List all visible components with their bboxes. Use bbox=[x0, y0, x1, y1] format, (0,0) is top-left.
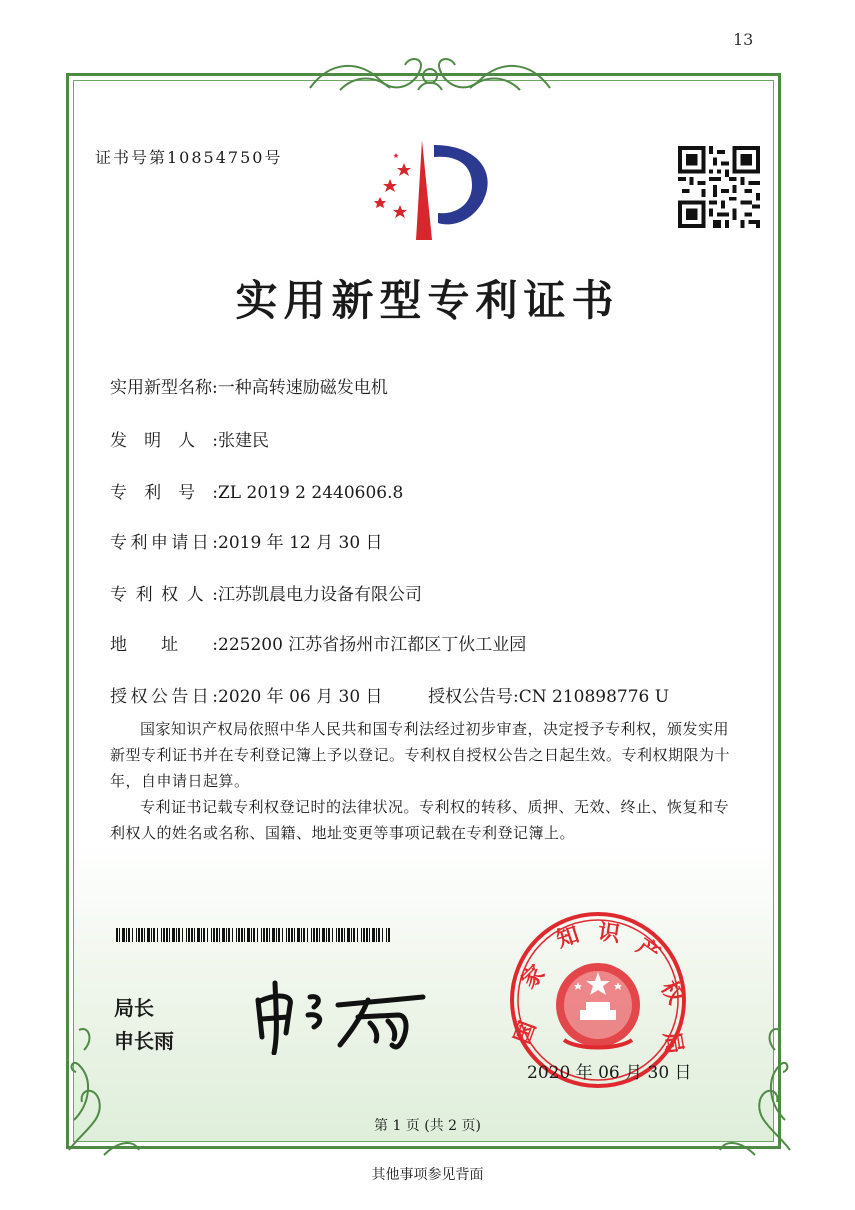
barcode-bar bbox=[147, 928, 150, 942]
svg-text:国: 国 bbox=[510, 1018, 542, 1048]
barcode-bar bbox=[128, 928, 130, 942]
barcode-bar bbox=[388, 928, 390, 942]
barcode-bar bbox=[353, 928, 355, 942]
field-row-announcement-number bbox=[428, 682, 669, 707]
barcode-bar bbox=[238, 928, 240, 942]
barcode-bar bbox=[322, 928, 325, 942]
cnipa-logo-icon bbox=[360, 135, 500, 245]
barcode-bar bbox=[357, 928, 358, 942]
barcode-bar bbox=[336, 928, 337, 942]
field-label: 发明人: bbox=[110, 431, 218, 451]
barcode-bar bbox=[219, 928, 220, 942]
field-value: 张建民 bbox=[218, 431, 269, 451]
barcode-bar bbox=[166, 928, 168, 942]
barcode-bar bbox=[136, 928, 137, 942]
page-footer: 第 1 页 (共 2 页) bbox=[374, 1118, 481, 1134]
svg-text:局: 局 bbox=[658, 1029, 687, 1056]
barcode-bar bbox=[366, 928, 368, 942]
field-label: 授权公告日: bbox=[110, 687, 218, 707]
field-value: 2020 年 06 月 30 日 bbox=[218, 687, 383, 707]
page-number: 13 bbox=[733, 30, 754, 49]
qr-code-icon bbox=[678, 146, 760, 228]
director-name: 申长雨 bbox=[114, 1029, 174, 1053]
barcode-bar bbox=[313, 928, 315, 942]
field-label: 地址: bbox=[110, 635, 218, 655]
barcode-bar bbox=[376, 928, 377, 942]
barcode-bar bbox=[116, 928, 118, 942]
barcode-bar bbox=[186, 928, 187, 942]
field-row-grant-date bbox=[110, 682, 383, 707]
field-label: 实用新型名称: bbox=[110, 378, 218, 398]
barcode-bar bbox=[319, 928, 320, 942]
field-label: 专利权人: bbox=[110, 585, 218, 605]
back-note: 其他事项参见背面 bbox=[371, 1167, 484, 1183]
barcode-bar bbox=[301, 928, 302, 942]
barcode-bar bbox=[222, 928, 225, 942]
svg-text:知: 知 bbox=[553, 922, 583, 954]
barcode-bar bbox=[276, 928, 277, 942]
barcode-bar bbox=[263, 928, 265, 942]
svg-text:家: 家 bbox=[516, 960, 551, 995]
barcode-bar bbox=[332, 928, 333, 942]
field-row-patentee bbox=[110, 580, 422, 605]
field-row-address bbox=[110, 630, 526, 655]
barcode-bar bbox=[178, 928, 180, 942]
field-value: CN 210898776 U bbox=[518, 687, 670, 707]
barcode-bar bbox=[382, 928, 383, 942]
barcode-bar bbox=[286, 928, 287, 942]
barcode-bar bbox=[119, 928, 120, 942]
barcode-bar bbox=[326, 928, 327, 942]
statement-paragraph-2: 专利证书记载专利权登记时的法律状况。专利权的转移、质押、无效、终止、恢复和专利权人的姓名或名称、国籍、地址变更等事项记载在专利登记簿上。 bbox=[110, 798, 730, 842]
barcode-bar bbox=[261, 928, 262, 942]
field-row-patent-number bbox=[110, 478, 403, 503]
barcode-bar bbox=[361, 928, 362, 942]
barcode-bar bbox=[122, 928, 125, 942]
barcode-bar bbox=[153, 928, 155, 942]
barcode-bar bbox=[351, 928, 352, 942]
barcode-bar bbox=[163, 928, 165, 942]
barcode-bar bbox=[241, 928, 243, 942]
barcode-bar bbox=[247, 928, 250, 942]
barcode-bar bbox=[144, 928, 145, 942]
barcode-bar bbox=[207, 928, 208, 942]
barcode-bar bbox=[344, 928, 345, 942]
field-row-application-date bbox=[110, 528, 383, 553]
barcode-bar bbox=[341, 928, 343, 942]
barcode-bar bbox=[378, 928, 380, 942]
seal-date: 2020 年 06 月 30 日 bbox=[527, 1063, 692, 1083]
barcode-bar bbox=[311, 928, 312, 942]
barcode-bar bbox=[328, 928, 330, 942]
barcode-bar bbox=[257, 928, 258, 942]
certificate-number: 证书号第10854750号 bbox=[95, 148, 283, 167]
barcode-bar bbox=[157, 928, 158, 942]
barcode-bar bbox=[197, 928, 200, 942]
barcode-bar bbox=[269, 928, 270, 942]
field-value: 225200 江苏省扬州市江都区丁伙工业园 bbox=[218, 635, 527, 655]
svg-text:识: 识 bbox=[596, 919, 622, 948]
barcode-bar bbox=[151, 928, 152, 942]
barcode-bar bbox=[291, 928, 293, 942]
field-label: 专利号: bbox=[110, 483, 218, 503]
barcode-bar bbox=[338, 928, 340, 942]
barcode-bar bbox=[216, 928, 218, 942]
barcode-bar bbox=[303, 928, 305, 942]
barcode-bar bbox=[194, 928, 195, 942]
field-value: 2019 年 12 月 30 日 bbox=[218, 533, 383, 553]
barcode-bar bbox=[126, 928, 127, 942]
barcode-bar bbox=[244, 928, 245, 942]
certificate-title: 实用新型专利证书 bbox=[235, 276, 620, 325]
barcode-bar bbox=[141, 928, 143, 942]
barcode-bar bbox=[347, 928, 350, 942]
barcode-bar bbox=[236, 928, 237, 942]
barcode-bar bbox=[297, 928, 300, 942]
barcode-bar bbox=[203, 928, 205, 942]
barcode-bar bbox=[369, 928, 370, 942]
barcode-bar bbox=[226, 928, 227, 942]
barcode-bar bbox=[132, 928, 133, 942]
barcode-bar bbox=[278, 928, 280, 942]
field-value: 江苏凯晨电力设备有限公司 bbox=[218, 585, 422, 605]
barcode-bar bbox=[161, 928, 162, 942]
director-title: 局长 bbox=[114, 996, 154, 1020]
svg-text:权: 权 bbox=[655, 976, 688, 1009]
barcode-bar bbox=[316, 928, 318, 942]
barcode-bar bbox=[232, 928, 233, 942]
field-value: 一种高转速励磁发电机 bbox=[217, 378, 388, 398]
statement-paragraph-1: 国家知识产权局依照中华人民共和国专利法经过初步审查，决定授予专利权，颁发实用新型专利证书并在专利登记簿上予以登记。专利权自授权公告之日起生效。专利权期限为十年，自申请日起算。 bbox=[110, 720, 731, 790]
barcode-bar bbox=[363, 928, 365, 942]
barcode-bar bbox=[201, 928, 202, 942]
field-row-name bbox=[110, 373, 388, 398]
barcode-bar bbox=[213, 928, 215, 942]
field-value: ZL 2019 2 2440606.8 bbox=[218, 483, 404, 503]
barcode-bar bbox=[294, 928, 295, 942]
barcode-bar bbox=[169, 928, 170, 942]
barcode-bar bbox=[307, 928, 308, 942]
barcode-bar bbox=[228, 928, 230, 942]
field-row-inventor bbox=[110, 426, 269, 451]
barcode-bar bbox=[138, 928, 140, 942]
field-label: 授权公告号: bbox=[428, 687, 519, 707]
barcode-bar bbox=[188, 928, 190, 942]
barcode-bar bbox=[182, 928, 183, 942]
field-label: 专利申请日: bbox=[110, 533, 218, 553]
barcode-bar bbox=[386, 928, 387, 942]
barcode-bar bbox=[266, 928, 268, 942]
barcode-bar bbox=[272, 928, 275, 942]
barcode-bar bbox=[176, 928, 177, 942]
svg-text:产: 产 bbox=[631, 934, 664, 968]
signature-icon bbox=[248, 975, 448, 1055]
barcode-bar bbox=[211, 928, 212, 942]
barcode-icon bbox=[116, 928, 391, 942]
barcode-bar bbox=[288, 928, 290, 942]
barcode-bar bbox=[172, 928, 175, 942]
barcode-bar bbox=[253, 928, 255, 942]
barcode-bar bbox=[282, 928, 283, 942]
barcode-bar bbox=[251, 928, 252, 942]
barcode-bar bbox=[191, 928, 193, 942]
barcode-bar bbox=[372, 928, 375, 942]
ornament-top-icon bbox=[300, 50, 560, 100]
ornament-bottom-right-icon bbox=[715, 1010, 795, 1160]
